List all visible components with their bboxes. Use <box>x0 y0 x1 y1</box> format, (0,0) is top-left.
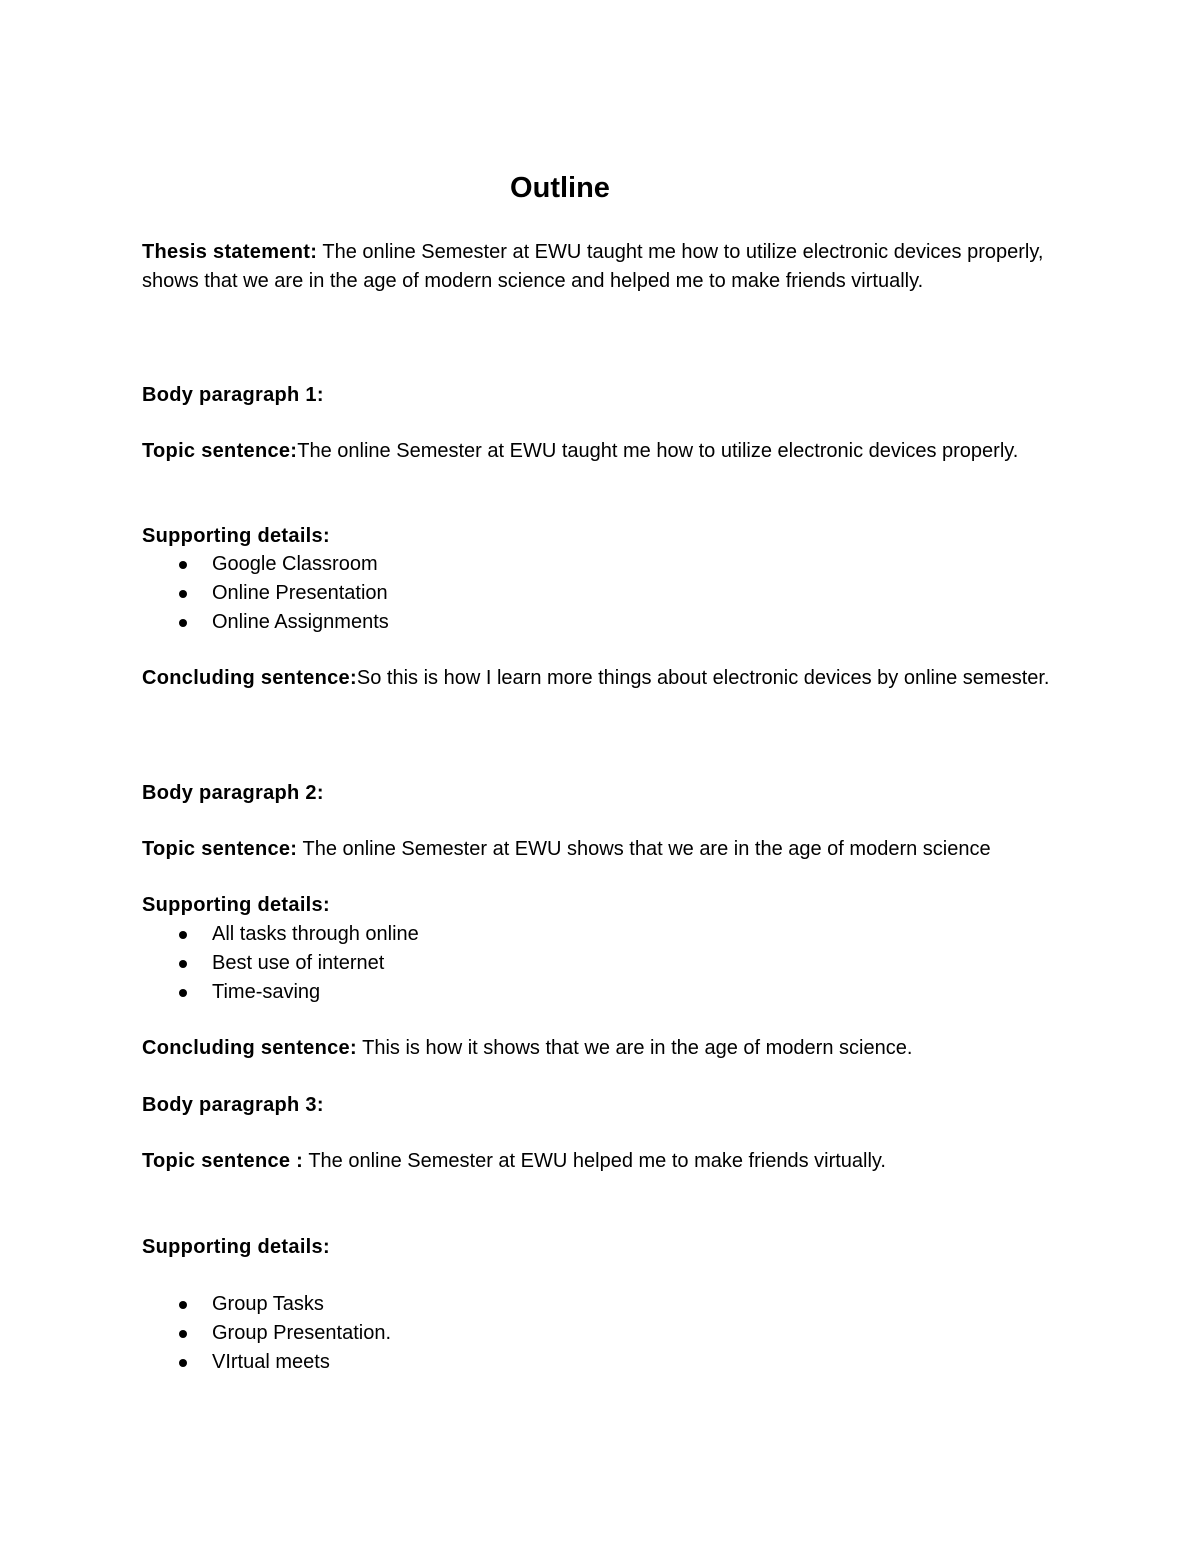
list-item: VIrtual meets <box>142 1348 1062 1377</box>
body2-heading: Body paragraph 2: <box>142 782 324 804</box>
bullet-icon <box>179 1359 187 1367</box>
body1-concluding-sentence <box>142 664 1062 693</box>
body3-details <box>142 1290 1062 1377</box>
list-item: Group Tasks <box>142 1290 1062 1319</box>
page-title: Outline <box>510 172 610 204</box>
body3-topic-text: The online Semester at EWU helped me to make friends virtually. <box>303 1150 886 1172</box>
body1-details-label: Supporting details: <box>142 525 330 547</box>
body2-topic-sentence <box>142 835 1062 864</box>
list-item: Online Presentation <box>142 579 1062 608</box>
body2-topic-text: The online Semester at EWU shows that we are in the age of modern science <box>297 838 991 860</box>
body3-details-label: Supporting details: <box>142 1236 330 1258</box>
thesis-text: The online Semester at EWU taught me how to utilize electronic devices properly, shows that we are in the age of modern science and helped me to make friends virtually. <box>142 241 1044 292</box>
bullet-icon <box>179 1330 187 1338</box>
list-item: Google Classroom <box>142 550 1062 579</box>
bullet-icon <box>179 619 187 627</box>
list-item: Best use of internet <box>142 949 1062 978</box>
body3-heading: Body paragraph 3: <box>142 1094 324 1116</box>
bullet-icon <box>179 561 187 569</box>
body2-details-label: Supporting details: <box>142 894 330 916</box>
body2-details <box>142 920 1062 1007</box>
body2-concluding-text: This is how it shows that we are in the age of modern science. <box>356 1037 913 1059</box>
bullet-icon <box>179 1301 187 1309</box>
body1-concluding-text: So this is how I learn more things about electronic devices by online semester. <box>356 667 1050 689</box>
bullet-icon <box>179 989 187 997</box>
body2-topic-label: Topic sentence: <box>142 838 298 860</box>
bullet-icon <box>179 590 187 598</box>
body3-topic-label: Topic sentence : <box>142 1150 304 1172</box>
thesis-label: Thesis statement: <box>142 241 318 263</box>
body2-concluding-label: Concluding sentence: <box>142 1037 357 1059</box>
bullet-icon <box>179 960 187 968</box>
list-item: All tasks through online <box>142 920 1062 949</box>
body1-heading: Body paragraph 1: <box>142 384 324 406</box>
thesis-statement <box>142 238 1062 295</box>
body1-concluding-label: Concluding sentence: <box>142 667 357 689</box>
body2-concluding-sentence <box>142 1034 1062 1063</box>
list-item: Online Assignments <box>142 608 1062 637</box>
list-item: Time-saving <box>142 978 1062 1007</box>
bullet-icon <box>179 931 187 939</box>
body3-topic-sentence <box>142 1147 1062 1176</box>
body1-topic-label: Topic sentence: <box>142 440 298 462</box>
body1-topic-text: The online Semester at EWU taught me how to utilize electronic devices properly. <box>297 440 1019 462</box>
list-item: Group Presentation. <box>142 1319 1062 1348</box>
body1-topic-sentence <box>142 437 1062 466</box>
body1-details <box>142 550 1062 637</box>
